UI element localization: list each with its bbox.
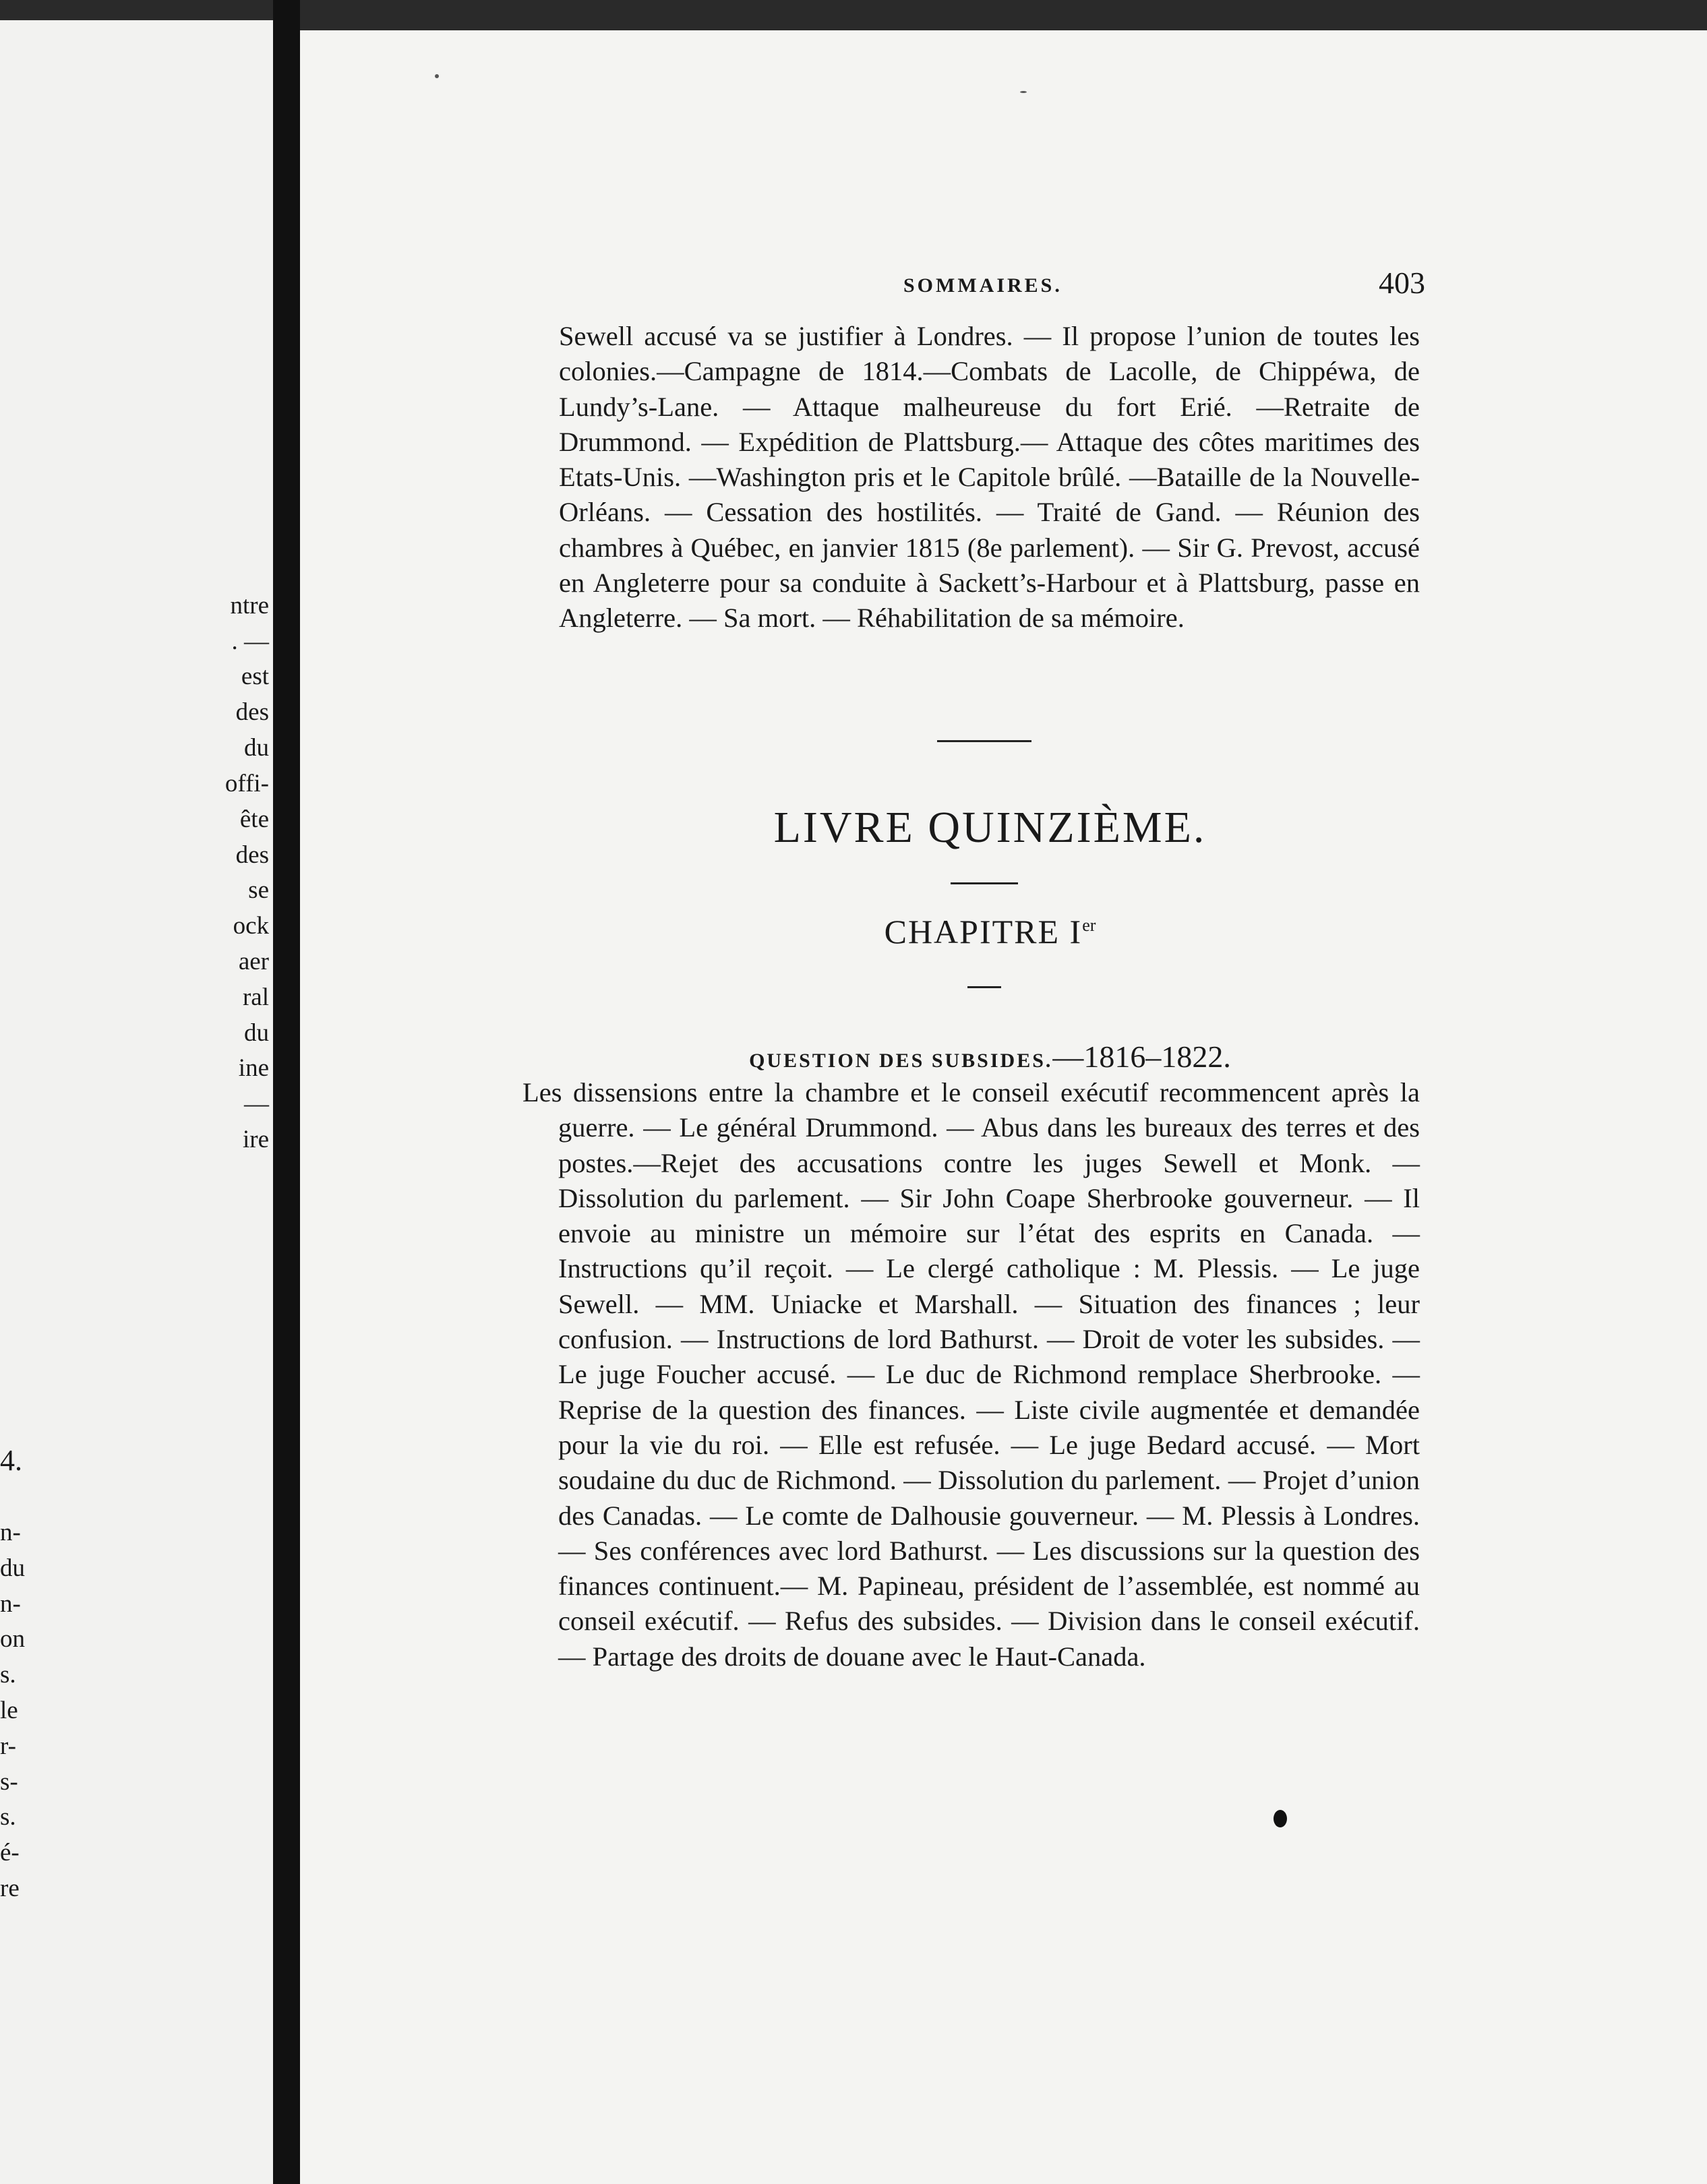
facing-page-fragment: n- bbox=[0, 1519, 21, 1546]
facing-page-fragment: re bbox=[0, 1875, 20, 1902]
chapter-summary-text: Les dissensions entre la chambre et le conseil exécutif recommencent après la guerre. — Le général Drummond. — Abus dans les bureaux des terres et des postes.—Rejet des accusations contre les juges Sewell et Monk. — Dissolution du parlement. — Sir John Coape Sherbrooke gouverneur. — Il envoie au ministre un mémoire sur l’état des esprits en Canada. — Instructions qu’il reçoit. — Le clergé catholique : M. Plessis. — Le juge Sewell. — MM. Uniacke et Marshall. — Situation des finances ; leur confusion. — Instructions de lord Bathurst. — Droit de voter les subsides. — Le juge Foucher accusé. — Le duc de Richmond remplace Sherbrooke. — Reprise de la question des finances. — Liste civile augmentée et demandée pour la vie du roi. — Elle est refusée. — Le juge Bedard accusé. — Mort soudaine du duc de Richmond. — Dissolution du parlement. — Projet d’union des Canadas. — Le comte de Dalhousie gouverneur. — M. Plessis à Londres. — Ses conférences avec lord Bathurst. — Les discussions sur la question des finances continuent.— M. Papineau, président de l’assemblée, est nommé au conseil exécutif. — Refus des subsides. — Division dans le conseil exécutif. — Partage des droits de douane avec le Haut-Canada. bbox=[522, 1077, 1420, 1672]
facing-page-fragment: offi- bbox=[224, 770, 269, 797]
facing-page-fragment: des bbox=[235, 698, 269, 726]
page-speck bbox=[435, 74, 439, 78]
chapter-subtitle bbox=[300, 1039, 1694, 1074]
facing-page-fragment: ine bbox=[238, 1054, 269, 1082]
facing-page-fragment: . — bbox=[231, 628, 269, 655]
chapter-title-text: CHAPITRE I bbox=[884, 913, 1083, 950]
section-divider-rule bbox=[937, 740, 1031, 742]
facing-page-fragment: s. bbox=[0, 1803, 16, 1831]
ink-blot bbox=[1274, 1810, 1287, 1827]
summary-paragraph-continued: Sewell accusé va se justifier à Londres. — Il propose l’union de toutes les colonies.—Campagne de 1814.—Combats de Lacolle, de Chippéwa, de Lundy’s-Lane. — Attaque malheureuse du fort Erié. —Retraite de Drummond. — Expédition de Plattsburg.— Attaque des côtes maritimes des Etats-Unis. —Washington pris et le Capitole brûlé. —Bataille de la Nouvelle-Orléans. — Cessation des hostilités. — Traité de Gand. — Réunion des chambres à Québec, en janvier 1815 (8e parlement). — Sir G. Prevost, accusé en Angleterre pour sa conduite à Sackett’s-Harbour et à Plattsburg, passe en Angleterre. — Sa mort. — Réhabilitation de sa mémoire. bbox=[559, 321, 1420, 634]
chapter-summary-paragraph bbox=[522, 1075, 1420, 1674]
facing-page-fragment: ntre bbox=[230, 592, 269, 619]
facing-page-fragment: du bbox=[244, 1019, 269, 1047]
facing-page-fragment: du bbox=[0, 1554, 25, 1582]
page-speck bbox=[1020, 91, 1027, 93]
chapter-subtitle-text: QUESTION DES SUBSIDES. bbox=[749, 1050, 1053, 1072]
facing-page-fragment: s. bbox=[0, 1661, 16, 1689]
running-title: SOMMAIRES. bbox=[903, 274, 1062, 297]
facing-page-fragment: ire bbox=[242, 1126, 269, 1153]
facing-page-fragment: r- bbox=[0, 1732, 16, 1760]
facing-page-text-fragments bbox=[0, 20, 273, 2184]
facing-page-fragment: ock bbox=[233, 912, 269, 940]
facing-page-fragment: on bbox=[0, 1625, 25, 1653]
facing-page-fragment: 4. bbox=[0, 1444, 22, 1477]
book-spine bbox=[273, 0, 300, 2184]
facing-page-fragment: s- bbox=[0, 1768, 18, 1796]
page-number: 403 bbox=[1379, 266, 1425, 300]
facing-page-fragment: n- bbox=[0, 1590, 21, 1618]
facing-page-fragment: se bbox=[248, 876, 269, 904]
chapter-title-superscript: er bbox=[1082, 915, 1096, 935]
chapter-title bbox=[300, 912, 1694, 951]
running-head bbox=[300, 265, 1707, 305]
facing-page-fragment: ral bbox=[242, 983, 269, 1011]
book-page bbox=[300, 30, 1707, 2184]
chapter-years: —1816–1822. bbox=[1052, 1039, 1231, 1074]
facing-page-fragment: aer bbox=[238, 948, 269, 975]
book-title: LIVRE QUINZIÈME. bbox=[773, 803, 1207, 852]
facing-page-fragment: du bbox=[244, 734, 269, 762]
facing-page bbox=[0, 20, 273, 2184]
facing-page-fragment: des bbox=[235, 841, 269, 869]
title-divider-rule bbox=[951, 882, 1018, 884]
facing-page-fragment: ête bbox=[239, 806, 269, 833]
facing-page-fragment: est bbox=[241, 663, 269, 690]
facing-page-fragment: — bbox=[244, 1090, 269, 1118]
facing-page-fragment: le bbox=[0, 1697, 18, 1724]
facing-page-fragment: é- bbox=[0, 1839, 20, 1867]
chapter-divider-rule bbox=[967, 986, 1001, 988]
